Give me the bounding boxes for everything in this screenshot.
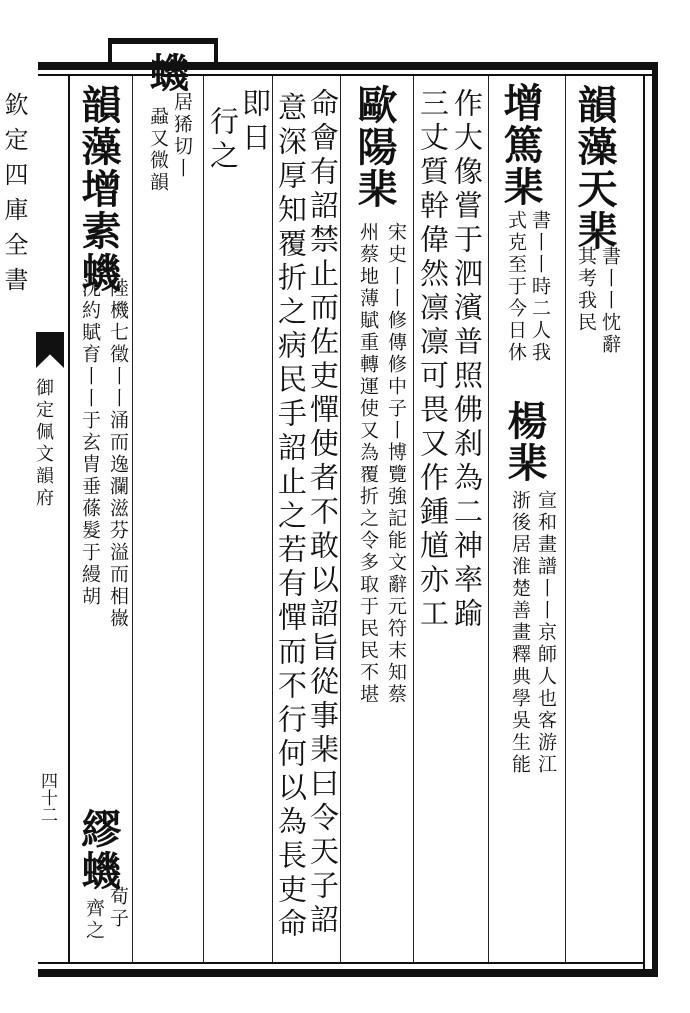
note-line: 陸機七徵丨丨涌而逸瀾滋芬溢而相嶶 xyxy=(107,278,129,630)
note-line: 州蔡地薄賦重轉運使又為覆折之令多取于民民不堪 xyxy=(357,222,379,706)
heading-tianfei: 韻藻天棐 xyxy=(571,84,618,252)
frame-right-thick-rule xyxy=(652,62,658,977)
heading-suji: 韻藻增素蟣 xyxy=(75,84,122,294)
note-line: 齊之 xyxy=(83,898,105,942)
note-line: 書丨丨時二人我 xyxy=(529,210,551,364)
note-line: 宣和畫譜丨丨京師人也客游江 xyxy=(535,490,557,776)
margin-sub-title: 御定佩文韻府 xyxy=(33,378,54,510)
entry-name-yangfei: 楊棐 xyxy=(501,400,548,484)
column-divider xyxy=(565,76,566,962)
frame-bottom-thin-rule xyxy=(38,962,645,964)
heading-tab-top xyxy=(108,38,218,44)
column-divider xyxy=(413,76,414,962)
note-line: 浙後居淮楚善畫釋典學吳生能 xyxy=(509,490,531,776)
column-divider xyxy=(488,76,489,962)
note-line: 其考我民 xyxy=(575,246,597,334)
heading-tab-left xyxy=(108,38,112,68)
note-line: 荀子 xyxy=(107,886,129,930)
margin-divider xyxy=(68,74,70,964)
text-line: 意深厚知覆折之病民手詔止之若有憚而不行何以為長吏命 xyxy=(274,92,308,942)
margin-book-title: 欽定四庫全書 xyxy=(0,92,28,302)
text-line: 三丈質幹偉然凛凛可畏又作鍾馗亦工 xyxy=(416,88,450,632)
frame-bottom-thick-rule xyxy=(38,969,658,977)
fish-tail-mark-icon xyxy=(36,332,64,368)
note-line: 蝨又微韻 xyxy=(147,106,169,194)
column-divider xyxy=(272,76,273,962)
note-line: 書丨丨忱辭 xyxy=(599,246,621,356)
column-divider xyxy=(132,76,133,962)
heading-dufei: 增篤棐 xyxy=(497,82,544,208)
page-number: 四十二 xyxy=(37,772,57,823)
text-line: 即日 xyxy=(238,88,272,156)
heading-tab-right xyxy=(214,38,218,68)
column-divider xyxy=(340,76,341,962)
text-line: 作大像嘗于泗濱普照佛刹為二神率踰 xyxy=(450,88,484,632)
column-divider xyxy=(203,76,204,962)
text-line: 命會有詔禁止而佐吏憚使者不敢以詔旨從事棐曰令天子詔 xyxy=(306,88,340,938)
text-line: 行之 xyxy=(206,106,240,174)
frame-right-thin-rule xyxy=(643,74,645,969)
entry-name-ouyangfei: 歐陽棐 xyxy=(351,84,398,210)
heading-ji: 蟣 xyxy=(143,52,190,94)
entry-name-miuji: 繆蟣 xyxy=(75,808,122,892)
note-line: 宋史丨丨修傳修中子丨博覽強記能文辭元符末知蔡 xyxy=(385,222,407,706)
frame-top-thick-rule xyxy=(38,62,658,70)
note-line: 式克至于今日休 xyxy=(505,210,527,364)
note-line: 沈約賦育丨丨于玄胄垂蓧髮于縵胡 xyxy=(79,278,101,608)
note-line: 居狶切丨 xyxy=(171,92,193,180)
